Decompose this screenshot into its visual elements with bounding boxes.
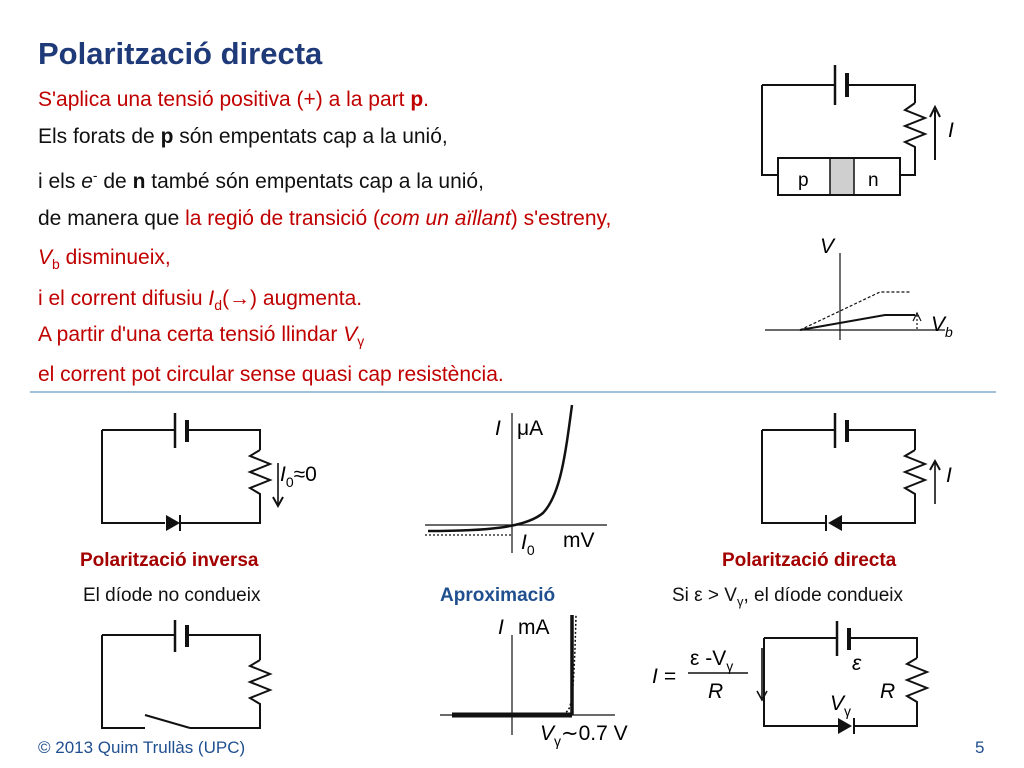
formula-numerator: ε $-V_\gamma$ — [690, 647, 734, 674]
text-segment: i el corrent difusiu — [38, 287, 209, 310]
iv-mv-label: mV — [563, 529, 595, 552]
text-line-1 — [38, 88, 429, 112]
text-line-8 — [38, 363, 504, 387]
text-segment: p — [160, 125, 174, 148]
text-segment: Els forats de — [38, 125, 161, 148]
text-segment: la regió de transició ( — [185, 207, 381, 230]
text-segment: - — [92, 167, 98, 183]
formula-denominator: R — [708, 680, 724, 703]
text-line-2 — [38, 125, 448, 149]
text-segment: . — [423, 88, 429, 111]
forward-bias-circuit — [760, 408, 980, 538]
text-segment: γ — [357, 333, 365, 350]
divider-line — [30, 391, 996, 393]
text-segment: b — [52, 256, 60, 273]
text-segment: V — [343, 323, 358, 346]
approximation-plot — [440, 610, 640, 760]
iv-characteristic-plot — [425, 403, 625, 563]
n-region-label: n — [868, 170, 879, 191]
iv-i-axis-label: I — [495, 417, 501, 440]
text-line-4 — [38, 207, 611, 231]
text-segment: n — [132, 170, 146, 193]
forward-resistor-circuit — [762, 616, 962, 736]
forward-current-label: I — [946, 464, 952, 487]
vgamma-label: $V_\gamma\sim 0.7$ V — [540, 722, 628, 749]
text-segment: ) s'estreny, — [510, 207, 612, 230]
current-formula — [650, 640, 770, 710]
text-segment: de — [97, 170, 133, 193]
text-segment: el corrent pot circular sense quasi cap resistència. — [38, 363, 504, 386]
reverse-bias-circuit — [100, 408, 340, 538]
emf-label: ε — [852, 652, 862, 675]
text-segment: també són empentats cap a la unió, — [145, 170, 484, 193]
open-circuit-diagram — [100, 620, 300, 735]
text-segment: (→) augmenta. — [222, 287, 363, 310]
iv-i0-label: $I_0$ — [521, 531, 535, 558]
page-number: 5 — [975, 738, 985, 757]
text-segment: V — [38, 246, 53, 269]
formula-lhs: I = — [652, 665, 676, 688]
slide-title: Polarització directa — [38, 36, 323, 71]
text-segment: disminueix, — [59, 246, 171, 269]
text-segment: i els — [38, 170, 82, 193]
text-segment: S'aplica una tensió positiva (+) a la part — [38, 88, 411, 111]
reverse-caption-text: El díode no condueix — [83, 585, 261, 606]
resistor-label: R — [880, 680, 896, 703]
text-segment: p — [410, 88, 424, 111]
text-segment: d — [214, 297, 223, 314]
p-region-label: p — [798, 170, 809, 191]
text-line-6 — [38, 287, 362, 313]
reverse-caption-title: Polarització inversa — [80, 550, 259, 571]
vb-label: $V_b$ — [931, 313, 953, 340]
diode-vgamma-label: $V_\gamma$ — [830, 692, 852, 719]
top-circuit-diagram — [750, 55, 954, 210]
current-label: I — [948, 119, 954, 142]
copyright-footer: © 2013 Quim Trullàs (UPC) — [38, 738, 246, 757]
text-segment: com un aïllant — [380, 207, 511, 230]
text-segment: de manera que — [38, 207, 186, 230]
approx-i-unit-label: mA — [518, 616, 550, 639]
approx-title: Aproximació — [440, 585, 556, 606]
text-segment: A partir d'una certa tensió llindar — [38, 323, 344, 346]
text-line-7 — [38, 323, 364, 349]
v-axis-label: V — [820, 235, 835, 258]
text-line-3 — [38, 167, 484, 194]
text-segment: són empentats cap a la unió, — [173, 125, 448, 148]
barrier-potential-plot — [765, 235, 965, 345]
iv-i-unit-label: μA — [517, 417, 544, 440]
approx-i-axis-label: I — [498, 616, 504, 639]
forward-caption-text: Si $\varepsilon > V_\gamma$, el díode condueix — [672, 585, 903, 609]
text-line-5 — [38, 246, 171, 272]
text-segment: I — [208, 287, 215, 310]
forward-caption-title: Polarització directa — [722, 550, 897, 571]
reverse-current-label: $I_0\approx 0$ — [280, 463, 317, 490]
text-segment: e — [81, 170, 93, 193]
